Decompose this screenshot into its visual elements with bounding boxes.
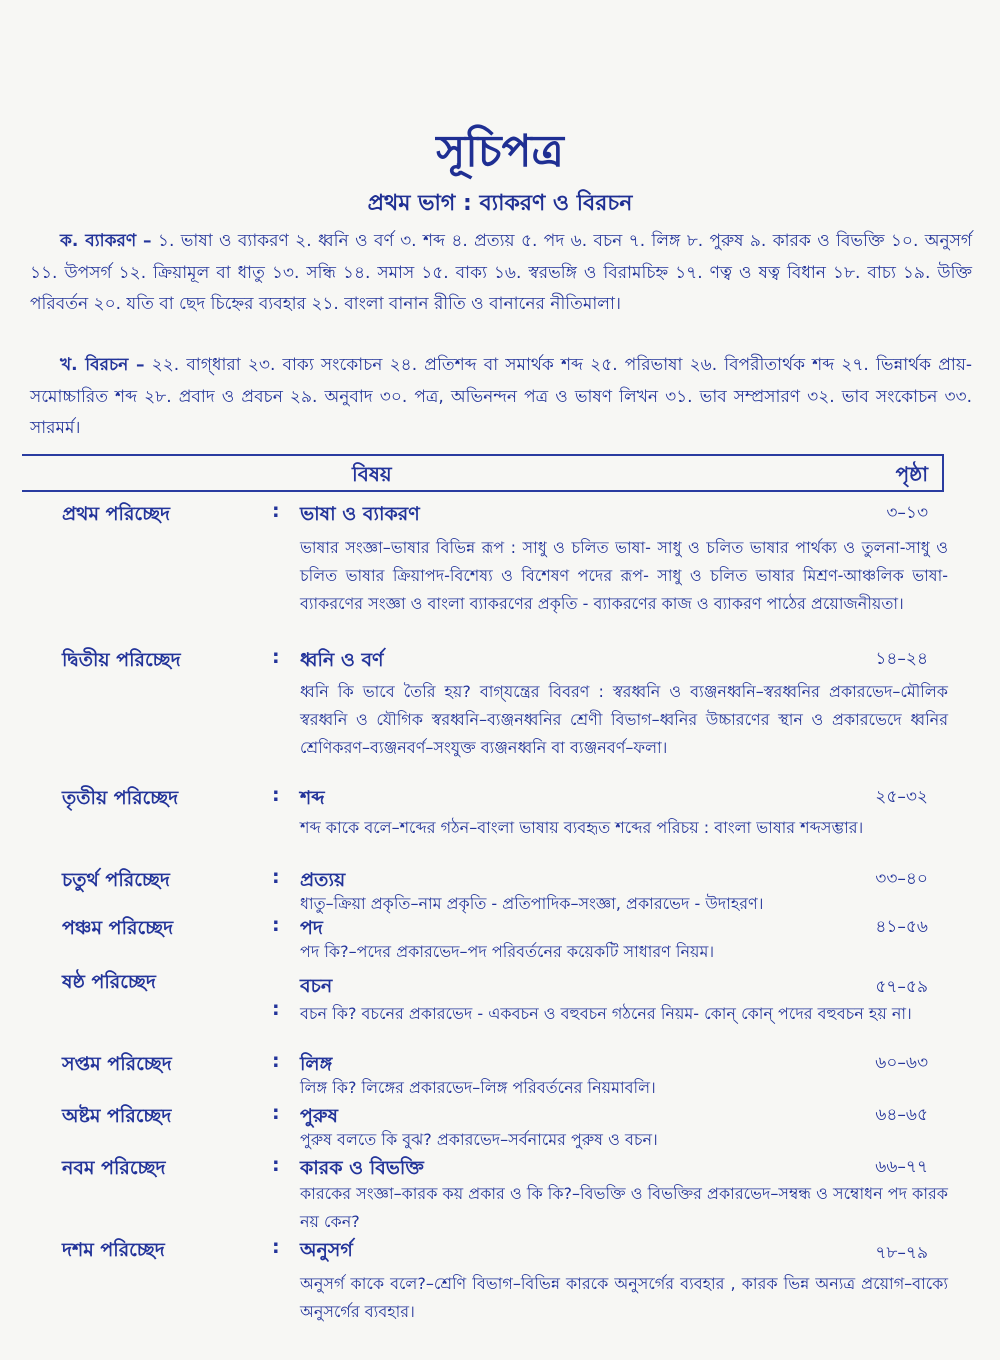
topic-description: পদ কি?–পদের প্রকারভেদ–পদ পরিবর্তনের কয়েকটি সাধারণ নিয়ম।	[300, 942, 715, 961]
topic-title: পুরুষ	[300, 1105, 338, 1127]
separator: :	[272, 1050, 280, 1072]
header-page: পৃষ্ঠা	[895, 462, 928, 486]
chapter-name: পঞ্চম পরিচ্ছেদ	[62, 917, 174, 939]
section-kha-lead: খ. বিরচন –	[60, 355, 145, 375]
topic-description: বচন কি? বচনের প্রকারভেদ - একবচন ও বহুবচন গঠনের নিয়ম- কোন্ কোন্ পদের বহুবচন হয় না।	[300, 1004, 912, 1023]
section-ka-text: ১. ভাষা ও ব্যাকরণ ২. ধ্বনি ও বর্ণ ৩. শব্দ ৪. প্রত্যয় ৫. পদ ৬. বচন ৭. লিঙ্গ ৮. পুরুষ ৯. কারক ও বিভক্তি ১০. অনুসর্গ ১১. উপসর্গ ১২. ক্রিয়ামূল বা ধাতু ১৩. সন্ধি ১৪. সমাস ১৫. বাক্য ১৬. স্বরভঙ্গি ও বিরামচিহ্ন ১৭. ণত্ব ও ষত্ব বিধান ১৮. বাচ্য ১৯. উক্তি পরিবর্তন ২০. যতি বা ছেদ চিহ্নের ব্যবহার ২১. বাংলা বানান রীতি ও বানানের নীতিমালা।	[30, 231, 972, 314]
topic-title: কারক ও বিভক্তি	[300, 1157, 424, 1179]
chapter-name: ষষ্ঠ পরিচ্ছেদ	[62, 971, 156, 993]
topic-title: পদ	[300, 917, 323, 939]
page-range: ৪১–৫৬	[875, 917, 928, 937]
page-range: ৬৬–৭৭	[875, 1157, 928, 1177]
topic-description: অনুসর্গ কাকে বলে?–শ্রেণি বিভাগ–বিভিন্ন কারকে অনুসর্গের ব্যবহার , কারক ভিন্ন অন্যত্র প্রয়োগ–বাক্যে অনুসর্গের ব্যবহার।	[300, 1274, 948, 1321]
separator: :	[272, 646, 280, 668]
separator: :	[272, 914, 280, 936]
topic-description: ভাষার সংজ্ঞা–ভাষার বিভিন্ন রূপ : সাধু ও চলিত ভাষা- সাধু ও চলিত ভাষার পার্থক্য ও তুলনা-সাধু ও চলিত ভাষার ক্রিয়াপদ-বিশেষ্য ও বিশেষণ পদের রূপ- সাধু ও চলিত ভাষার মিশ্রণ-আঞ্চলিক ভাষা-ব্যাকরণের সংজ্ঞা ও বাংলা ব্যাকরণের প্রকৃতি - ব্যাকরণের কাজ ও ব্যাকরণ পাঠের প্রয়োজনীয়তা।	[300, 538, 948, 613]
topic-title: অনুসর্গ	[300, 1239, 353, 1261]
separator: :	[272, 784, 280, 806]
topic-title: লিঙ্গ	[300, 1053, 333, 1075]
topic-title: ধ্বনি ও বর্ণ	[300, 649, 384, 671]
topic-description: কারকের সংজ্ঞা–কারক কয় প্রকার ও কি কি?–বিভক্তি ও বিভক্তির প্রকারভেদ–সম্বন্ধ ও সম্বোধন পদ কারক নয় কেন?	[300, 1184, 948, 1231]
page-range: ১৪–২৪	[875, 649, 928, 669]
contents-table-header	[22, 454, 944, 492]
separator: :	[272, 1154, 280, 1176]
separator: :	[272, 866, 280, 888]
page-range: ৫৭–৫৯	[875, 977, 928, 997]
page-range: ৬৪–৬৫	[875, 1105, 928, 1125]
part-subtitle: প্রথম ভাগ : ব্যাকরণ ও বিরচন	[367, 191, 633, 216]
chapter-name: চতুর্থ পরিচ্ছেদ	[62, 869, 170, 891]
separator: :	[272, 500, 280, 522]
page-range: ৬০–৬৩	[875, 1053, 928, 1073]
topic-description: পুরুষ বলতে কি বুঝ? প্রকারভেদ–সর্বনামের পুরুষ ও বচন।	[300, 1130, 658, 1149]
section-ka-paragraph	[30, 226, 972, 321]
chapter-name: দশম পরিচ্ছেদ	[62, 1239, 165, 1261]
chapter-name: দ্বিতীয় পরিচ্ছেদ	[62, 649, 181, 671]
section-kha-text: ২২. বাগ্‌ধারা ২৩. বাক্য সংকোচন ২৪. প্রতিশব্দ বা সমার্থক শব্দ ২৫. পরিভাষা ২৬. বিপরীতার্থক শব্দ ২৭. ভিন্নার্থক প্রায়-সমোচ্চারিত শব্দ ২৮. প্রবাদ ও প্রবচন ২৯. অনুবাদ ৩০. পত্র, অভিনন্দন পত্র ও ভাষণ লিখন ৩১. ভাব সম্প্রসারণ ৩২. ভাব সংকোচন ৩৩. সারমর্ম।	[30, 355, 972, 438]
topic-title: ভাষা ও ব্যাকরণ	[300, 503, 420, 525]
topic-description: ধ্বনি কি ভাবে তৈরি হয়? বাগ্‌যন্ত্রের বিবরণ : স্বরধ্বনি ও ব্যঞ্জনধ্বনি–স্বরধ্বনির প্রকারভেদ–মৌলিক স্বরধ্বনি ও যৌগিক স্বরধ্বনি–ব্যঞ্জনধ্বনির শ্রেণী বিভাগ–ধ্বনির উচ্চারণের স্থান ও প্রকারভেদে ধ্বনির শ্রেণিকরণ–ব্যঞ্জনবর্ণ–সংযুক্ত ব্যঞ্জনধ্বনি বা ব্যঞ্জনবর্ণ–ফলা।	[300, 682, 948, 757]
page-range: ৭৮–৭৯	[875, 1243, 928, 1263]
chapter-name: অষ্টম পরিচ্ছেদ	[62, 1105, 172, 1127]
page-range: ৩৩–৪০	[875, 869, 928, 889]
topic-description: শব্দ কাকে বলে–শব্দের গঠন–বাংলা ভাষায় ব্যবহৃত শব্দের পরিচয় : বাংলা ভাষার শব্দসম্ভার।	[300, 818, 864, 837]
page-range: ২৫–৩২	[875, 787, 928, 807]
separator: :	[272, 998, 280, 1020]
page-title: সূচিপত্র	[436, 126, 564, 177]
topic-description: লিঙ্গ কি? লিঙ্গের প্রকারভেদ–লিঙ্গ পরিবর্তনের নিয়মাবলি।	[300, 1078, 656, 1097]
separator: :	[272, 1236, 280, 1258]
topic-title: বচন	[300, 975, 333, 997]
separator: :	[272, 1102, 280, 1124]
header-subject: বিষয়	[352, 462, 392, 486]
chapter-name: নবম পরিচ্ছেদ	[62, 1157, 166, 1179]
chapter-name: প্রথম পরিচ্ছেদ	[62, 503, 171, 525]
topic-description: ধাতু–ক্রিয়া প্রকৃতি–নাম প্রকৃতি - প্রতিপাদিক–সংজ্ঞা, প্রকারভেদ - উদাহরণ।	[300, 894, 764, 913]
section-ka-lead: ক. ব্যাকরণ –	[60, 231, 152, 251]
chapter-name: সপ্তম পরিচ্ছেদ	[62, 1053, 172, 1075]
topic-title: প্রত্যয়	[300, 869, 346, 891]
page-range: ৩–১৩	[886, 503, 928, 523]
topic-title: শব্দ	[300, 787, 325, 809]
section-kha-paragraph	[30, 350, 972, 445]
chapter-name: তৃতীয় পরিচ্ছেদ	[62, 787, 179, 809]
